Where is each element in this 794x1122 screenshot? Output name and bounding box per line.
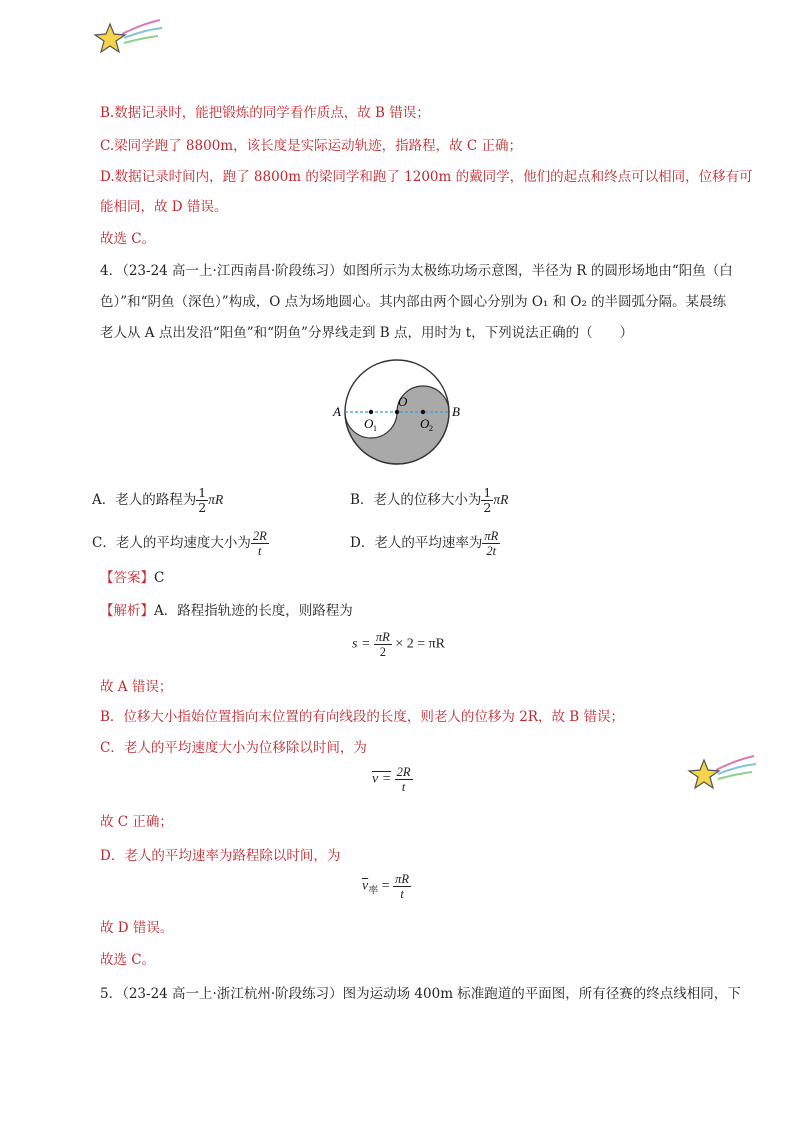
question-4-line2: 色）”和“阴鱼（深色）”构成，O 点为场地圆心。其内部由两个圆心分别为 O₁ 和 O₂ 的半圆弧分隔。某晨练 [100,294,727,310]
option-d: D．老人的平均速率为 $\frac{\pi R}{2t}$ [350,529,499,558]
analysis-c-line: C．老人的平均速度大小为位移除以时间，为 [100,740,367,756]
option-b: B．老人的位移大小为 $\frac{1}{2}$ πR [350,485,509,515]
analysis-a-conclusion: 故 A 错误； [100,679,173,695]
formula-speed: $\overline{v}_率$ = $\frac{\pi R}{t}$ [362,872,410,901]
select-answer: 故选 C。 [100,231,156,247]
yin-fish-region [345,386,449,464]
label-o1-sub: 1 [373,424,377,433]
explanation-c: C.梁同学跑了 8800m，该长度是实际运动轨迹，指路程，故 C 正确； [100,138,522,154]
select-answer-4: 故选 C。 [100,952,156,968]
formula-velocity: v = $\frac{2R}{t}$ [372,765,411,794]
analysis-b-line: B．位移大小指始位置指向末位置的有向线段的长度，则老人的位移为 2R，故 B 错误； [100,709,624,725]
label-o: O [398,394,408,409]
question-4-line3: 老人从 A 点出发沿“阳鱼”和“阴鱼”分界线走到 B 点，用时为 t，下列说法正确的（ ） [100,325,634,341]
explanation-d-line2: 能相同，故 D 错误。 [100,199,228,215]
label-b: B [452,404,460,419]
label-o2: O [420,416,430,431]
label-a: A [333,404,341,419]
option-c: C．老人的平均速度大小为 $\frac{2R}{t}$ [92,529,267,558]
star-decoration-icon [92,16,164,58]
question-5-line1: 5．（23-24 高一上·浙江杭州·阶段练习）图为运动场 400m 标准跑道的平面图，所有径赛的终点线相同，下 [100,986,741,1002]
answer-line: 【答案】C [100,570,165,586]
label-o1: O [364,416,374,431]
analysis-c-conclusion: 故 C 正确； [100,814,173,830]
analysis-d-line: D．老人的平均速率为路程除以时间，为 [100,848,341,864]
label-o2-sub: 2 [429,424,433,433]
explanation-b: B.数据记录时，能把锻炼的同学看作质点，故 B 错误； [100,105,430,121]
option-a: A．老人的路程为 $\frac{1}{2}$ πR [92,485,224,515]
formula-path: s = $\frac{\pi R}{2}$ × 2 = πR [352,630,446,659]
question-4-line1: 4．（23-24 高一上·江西南昌·阶段练习）如图所示为太极练功场示意图，半径为 R 的圆形场地由“阳鱼（白 [100,263,733,279]
explanation-d-line1: D.数据记录时间内，跑了 8800m 的梁同学和跑了 1200m 的戴同学，他们的起点和终点可以相同，位移有可 [100,169,753,185]
analysis-d-conclusion: 故 D 错误。 [100,920,174,936]
taiji-diagram [330,356,470,472]
star-decoration-icon [686,752,758,794]
analysis-a-line: 【解析】A．路程指轨迹的长度，则路程为 [100,603,353,619]
